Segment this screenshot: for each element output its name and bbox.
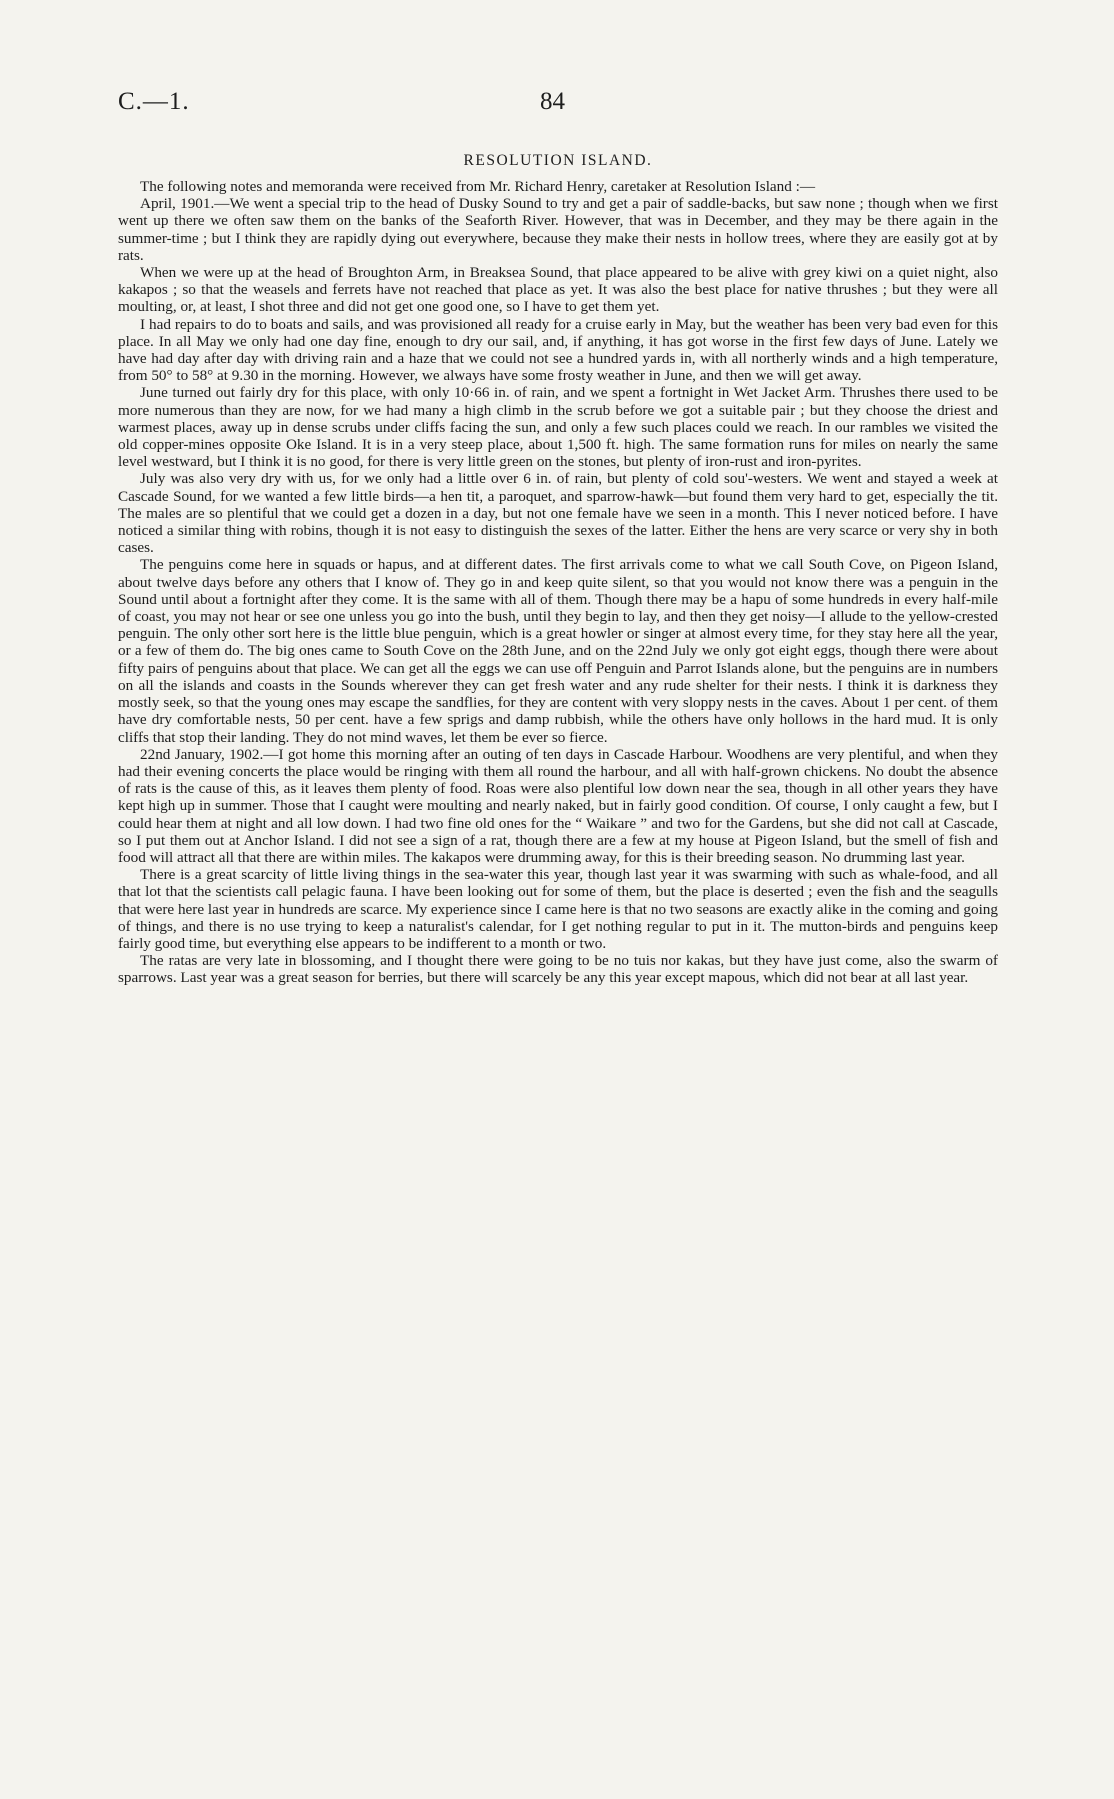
document-reference: C.—1. [118, 88, 190, 115]
paragraph-ratas: The ratas are very late in blossoming, and I thought there were going to be no tuis nor kakas, but they have just come, also the swarm of sparrows. Last year was a great season for berries, but there will scarcely be any this year except mapous, which did not bear at all last year. [118, 952, 998, 987]
page-header [118, 88, 998, 128]
document-body [118, 152, 998, 987]
paragraph-broughton-arm: When we were up at the head of Broughton Arm, in Breaksea Sound, that place appeared to be alive with grey kiwi on a quiet night, also kakapos ; so that the weasels and ferrets have not reached that place as yet. It was also the best place for native thrushes ; but they were all moulting, or, at least, I shot three and did not get one good one, so I have to get them yet. [118, 264, 998, 316]
page-number: 84 [540, 88, 565, 115]
paragraph-intro: The following notes and memoranda were received from Mr. Richard Henry, caretaker at Resolution Island :— [140, 178, 816, 195]
paragraph-repairs: I had repairs to do to boats and sails, and was provisioned all ready for a cruise early in May, but the weather has been very bad even for this place. In all May we only had one day fine, enough to dry our sail, and, if anything, it has got worse in the first few days of June. Lately we have had day after day with driving rain and a haze that we could not see a hundred yards in, with all northerly winds and a high temperature, from 50° to 58° at 9.30 in the morning. However, we always have some frosty weather in June, and then we will get away. [118, 315, 998, 385]
paragraph-july: July was also very dry with us, for we only had a little over 6 in. of rain, but plenty of cold sou'-westers. We went and stayed a week at Cascade Sound, for we wanted a few little birds—a hen tit, a paroquet, and sparrow-hawk—but found them very hard to get, especially the tit. The males are so plentiful that we could get a dozen in a day, but not one female have we seen in a month. This I never noticed before. I have noticed a similar thing with robins, though it is not easy to distinguish the sexes of the latter. Either the hens are very scarce or very shy in both cases. [118, 470, 998, 557]
paragraph-june: June turned out fairly dry for this place, with only 10·66 in. of rain, and we spent a fortnight in Wet Jacket Arm. Thrushes there used to be more numerous than they are now, for we had many a high climb in the scrub before we got a suitable pair ; but they choose the driest and warmest places, away up in dense scrubs under cliffs facing the sun, and only a few such places could we reach. In our rambles we visited the old copper-mines opposite Oke Island. It is in a very steep place, about 1,500 ft. high. The same formation runs for miles on nearly the same level westward, but I think it is no good, for there is very little green on the stones, but plenty of iron-rust and iron-pyrites. [118, 384, 998, 471]
section-title: RESOLUTION ISLAND. [463, 152, 653, 169]
paragraph-april-1901: April, 1901.—We went a special trip to the head of Dusky Sound to try and get a pair of saddle-backs, but saw none ; though when we first went up there we often saw them on the banks of the Seaforth River. However, that was in December, and they may be there again in the summer-time ; but I think they are rapidly dying out everywhere, because they make their nests in hollow trees, where they are easily got at by rats. [118, 195, 998, 264]
paragraph-penguins: The penguins come here in squads or hapus, and at different dates. The first arrivals come to what we call South Cove, on Pigeon Island, about twelve days before any others that I know of. They go in and keep quite silent, so that you would not know there was a penguin in the Sound until about a fortnight after they come. It is the same with all of them. Though there may be a hapu of some hundreds in every half-mile of coast, you may not hear or see one unless you go into the bush, until they begin to lay, and then they get noisy—I allude to the yellow-crested penguin. The only other sort here is the little blue penguin, which is a great howler or singer at almost every time, for they stay here all the year, or a few of them do. The big ones came to South Cove on the 28th June, and on the 22nd July we only got eight eggs, though there were about fifty pairs of penguins about that place. We can get all the eggs we can use off Penguin and Parrot Islands alone, but the penguins are in numbers on all the islands and coasts in the Sounds wherever they can get fresh water and any rude shelter for their nests. I think it is darkness they mostly seek, so that the young ones may escape the sandflies, for they are content with very sloppy nests in the caves. About 1 per cent. of them have dry comfortable nests, 50 per cent. have a few sprigs and damp rubbish, while the others have only hollows in the hard mud. It is only cliffs that stop their landing. They do not mind waves, let them be ever so fierce. [118, 556, 998, 746]
paragraph-sea-water: There is a great scarcity of little living things in the sea-water this year, though last year it was swarming with such as whale-food, and all that lot that the scientists call pelagic fauna. I have been looking out for some of them, but the place is deserted ; even the fish and the seagulls that were here last year in hundreds are scarce. My experience since I came here is that no two seasons are exactly alike in the coming and going of things, and there is no use trying to keep a naturalist's calendar, for I get nothing regular to put in it. The mutton-birds and penguins keep fairly good time, but everything else appears to be indifferent to a month or two. [118, 866, 998, 952]
paragraph-january-1902: 22nd January, 1902.—I got home this morning after an outing of ten days in Cascade Harbour. Woodhens are very plentiful, and when they had their evening concerts the place would be ringing with them all round the harbour, and all with half-grown chickens. No doubt the absence of rats is the cause of this, as it leaves them plenty of food. Roas were also plentiful low down near the sea, though in all other years they have kept high up in summer. Those that I caught were moulting and nearly naked, but in fairly good condition. Of course, I only caught a few, but I could hear them at night and all low down. I had two fine old ones for the “ Waikare ” and two for the Gardens, but she did not call at Cascade, so I put them out at Anchor Island. I did not see a sign of a rat, though there are a few at my house at Pigeon Island, but the smell of fish and food will attract all that there are within miles. The kakapos were drumming away, for this is their breeding season. No drumming last year. [118, 745, 998, 866]
